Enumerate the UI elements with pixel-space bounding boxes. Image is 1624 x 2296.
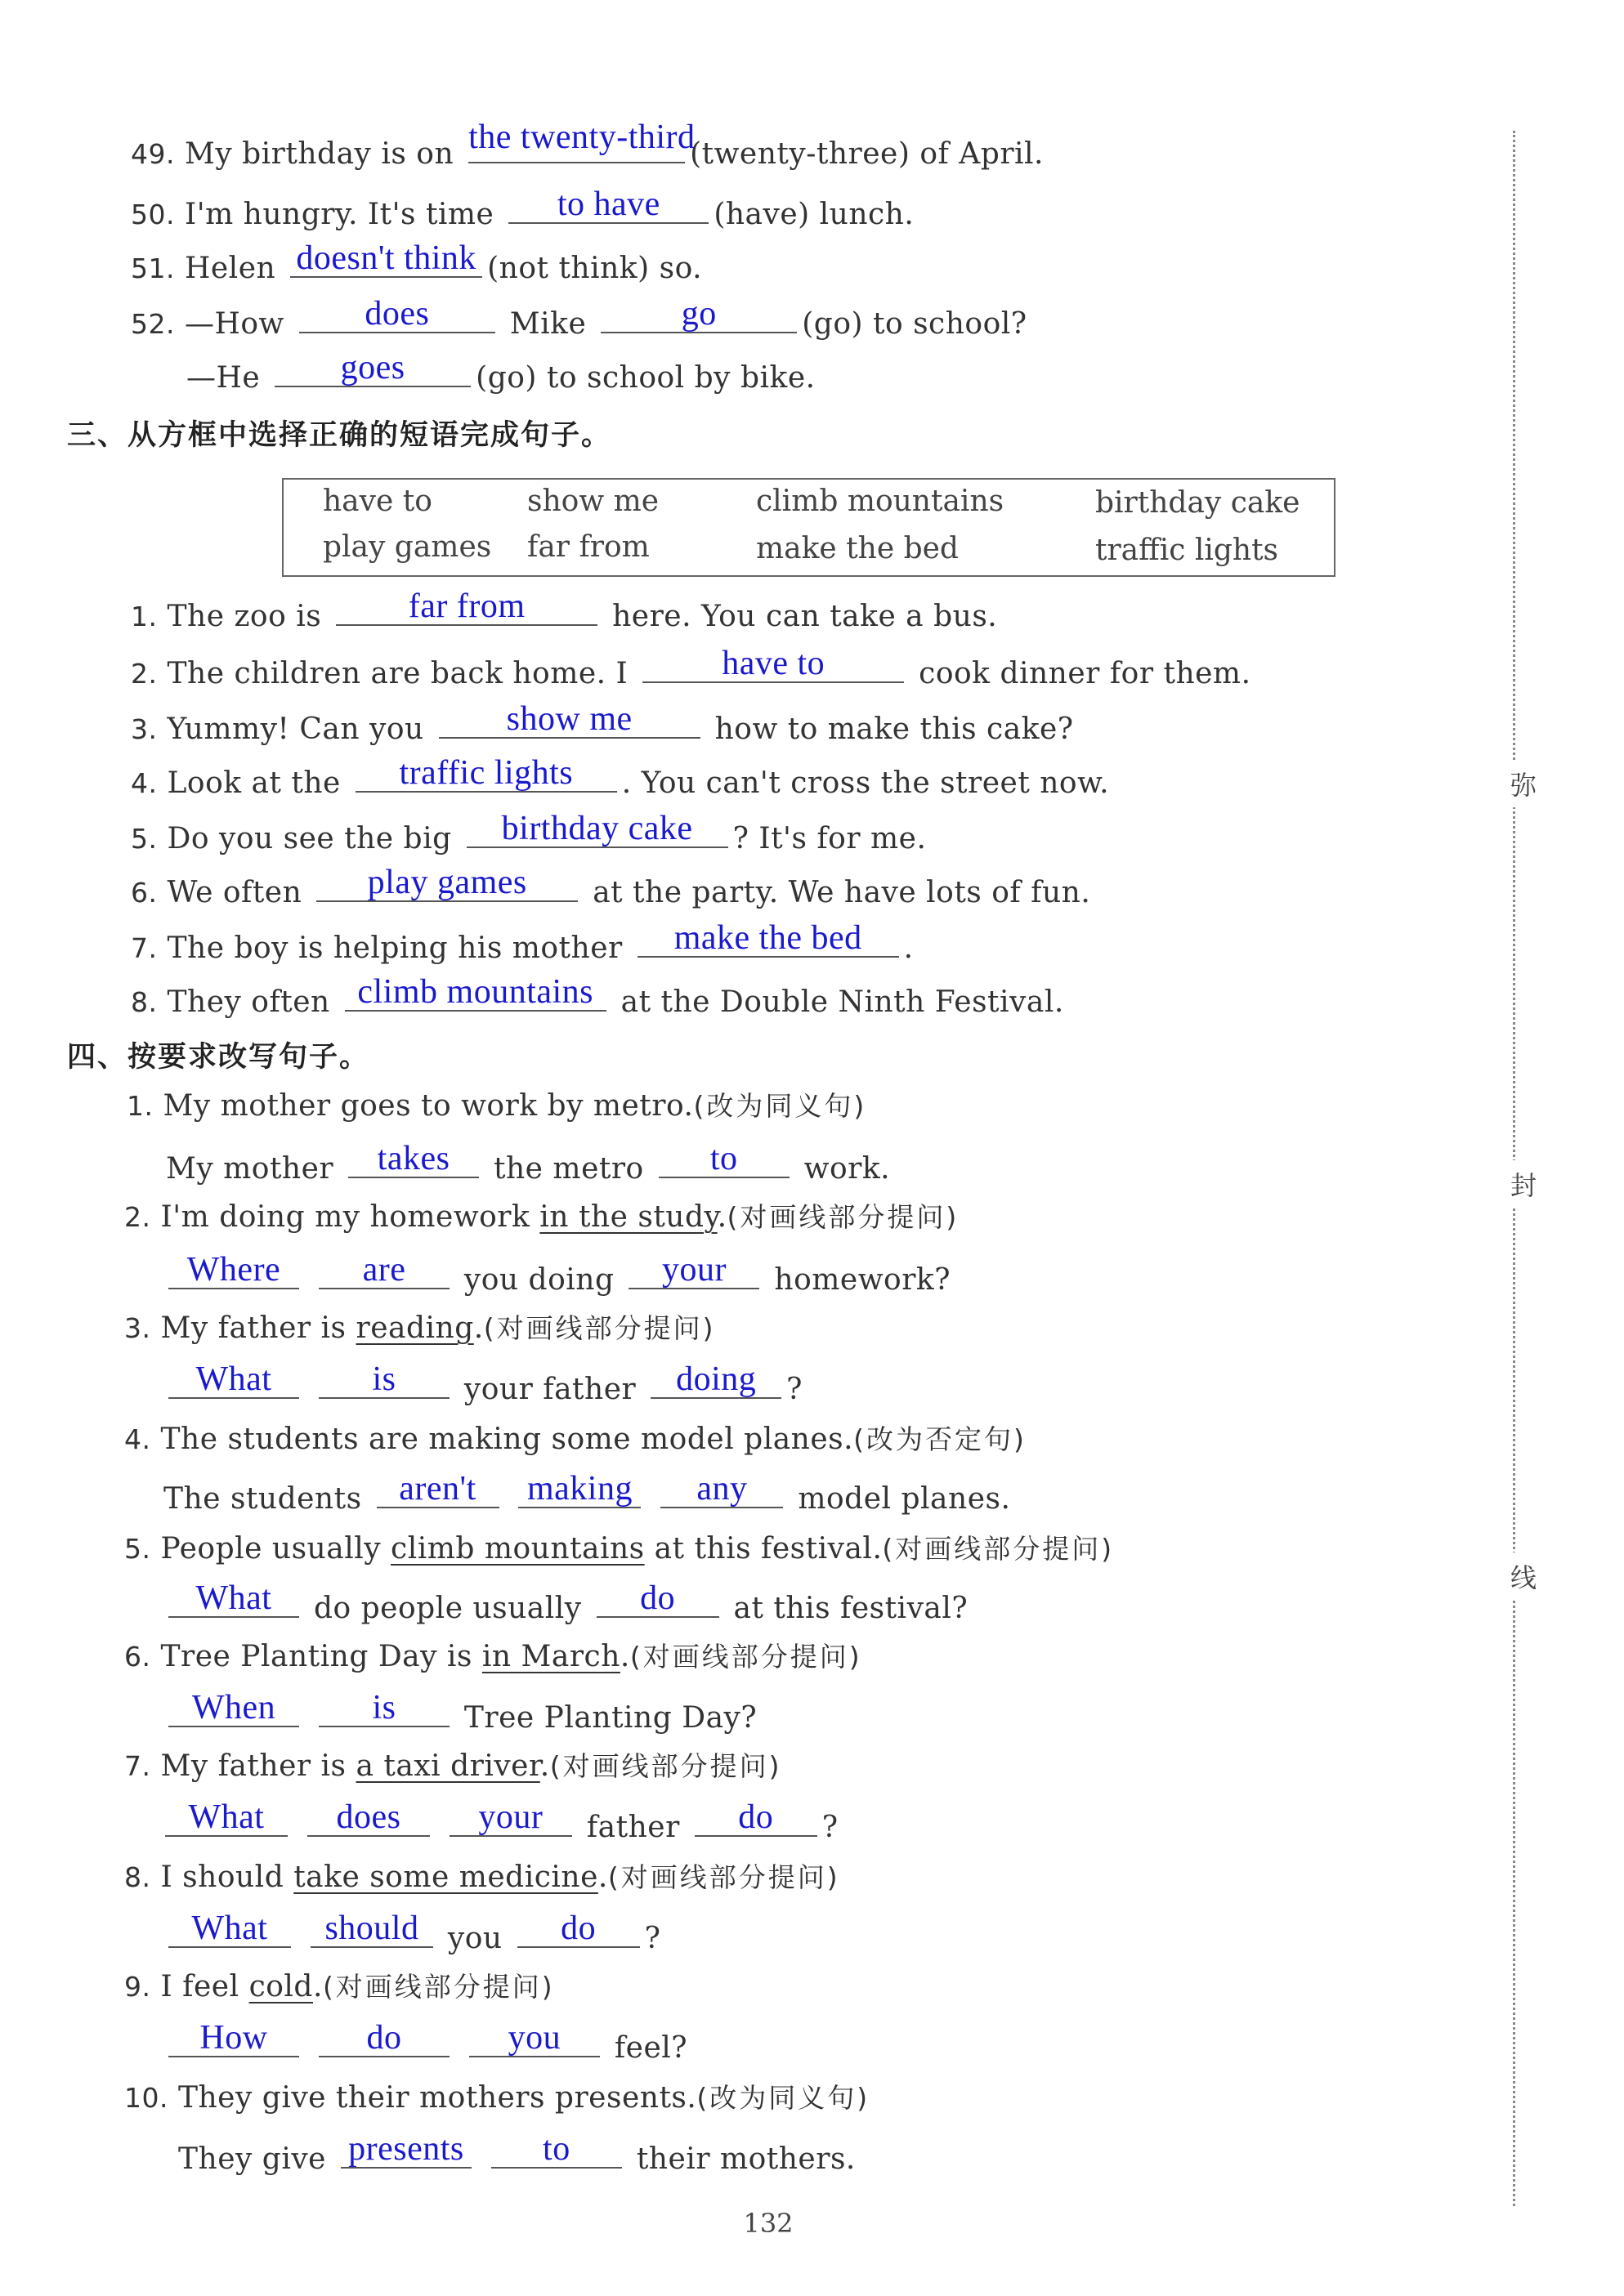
answer-blank[interactable]: play games: [316, 869, 578, 902]
answer-blank[interactable]: to: [491, 2136, 622, 2169]
answer-blank[interactable]: make the bed: [638, 925, 899, 958]
phrase-option: make the bed: [756, 532, 959, 565]
answer-blank[interactable]: does: [307, 1804, 430, 1837]
answer-blank[interactable]: do: [695, 1804, 817, 1837]
answer-blank[interactable]: are: [319, 1257, 450, 1289]
phrase-option: climb mountains: [756, 485, 1004, 518]
answer-blank[interactable]: presents: [341, 2136, 472, 2169]
answer-blank[interactable]: traffic lights: [356, 760, 617, 793]
p4-question-7: 7. My father is a taxi driver.(对画线部分提问): [124, 1749, 782, 1783]
answer-blank[interactable]: climb mountains: [345, 979, 606, 1012]
p4-question-8: 8. I should take some medicine.(对画线部分提问): [124, 1860, 840, 1894]
p4-answer-2: Where are you doing your homework?: [163, 1257, 951, 1298]
answer-blank[interactable]: to have: [508, 191, 709, 224]
margin-char-xian: 线: [1510, 1552, 1537, 1600]
answer-blank[interactable]: the twenty-third: [468, 131, 685, 163]
p4-answer-5: What do people usually do at this festival?: [163, 1585, 968, 1627]
p3-question-4: 4. Look at the traffic lights . You can't cross the street now.: [131, 754, 1110, 800]
p4-answer-4: The students aren't making any model planes.: [163, 1470, 1011, 1516]
answer-blank[interactable]: Where: [168, 1257, 299, 1289]
phrase-box: [282, 478, 1335, 577]
p4-question-5: 5. People usually climb mountains at this festival.(对画线部分提问): [124, 1532, 1115, 1566]
p4-answer-9: How do you feel?: [163, 2025, 687, 2066]
answer-blank[interactable]: goes: [275, 355, 471, 387]
phrase-option: traffic lights: [1095, 534, 1279, 567]
phrase-option: play games: [323, 530, 492, 564]
answer-blank[interactable]: What: [168, 1366, 299, 1399]
answer-blank[interactable]: any: [660, 1476, 783, 1508]
p4-answer-7: What does your father do ?: [160, 1804, 839, 1846]
phrase-option: show me: [527, 485, 660, 518]
page-number: 132: [743, 2208, 794, 2239]
phrase-option: birthday cake: [1095, 486, 1300, 520]
answer-blank[interactable]: What: [168, 1915, 291, 1948]
question-52-reply: —He goes (go) to school by bike.: [186, 349, 816, 395]
section-3-heading: 三、从方框中选择正确的短语完成句子。: [67, 419, 612, 452]
p4-question-2: 2. I'm doing my homework in the study.(对画线部分提问): [124, 1200, 960, 1234]
p4-question-6: 6. Tree Planting Day is in March.(对画线部分提问): [124, 1640, 862, 1673]
answer-blank[interactable]: to: [659, 1146, 790, 1178]
p3-question-6: 6. We often play games at the party. We have lots of fun.: [131, 864, 1091, 909]
p4-answer-1: My mother takes the metro to work.: [166, 1140, 891, 1186]
answer-blank[interactable]: What: [165, 1804, 288, 1837]
p4-answer-8: What should you do ?: [163, 1915, 660, 1957]
phrase-option: far from: [527, 530, 650, 564]
answer-blank[interactable]: When: [168, 1695, 299, 1727]
phrase-option: have to: [323, 485, 432, 518]
p4-answer-3: What is your father doing ?: [163, 1366, 803, 1408]
answer-blank[interactable]: takes: [348, 1146, 479, 1178]
answer-blank[interactable]: show me: [439, 706, 700, 739]
answer-blank[interactable]: What: [168, 1585, 299, 1618]
p4-question-1: 1. My mother goes to work by metro.(改为同义句): [127, 1089, 867, 1123]
p4-question-4: 4. The students are making some model planes.(改为否定句): [124, 1423, 1027, 1456]
answer-blank[interactable]: your: [629, 1257, 759, 1289]
answer-blank[interactable]: does: [299, 301, 495, 333]
answer-blank[interactable]: is: [319, 1695, 450, 1727]
p3-question-2: 2. The children are back home. I have to cook dinner for them.: [131, 645, 1251, 690]
answer-blank[interactable]: aren't: [377, 1476, 499, 1508]
answer-blank[interactable]: do: [517, 1915, 640, 1948]
margin-char-mi: 弥: [1510, 760, 1537, 807]
p4-question-3: 3. My father is reading.(对画线部分提问): [124, 1311, 716, 1345]
answer-blank[interactable]: doing: [651, 1366, 781, 1399]
question-50: 50. I'm hungry. It's time to have (have) lunch.: [131, 185, 915, 231]
p4-answer-10: They give presents to their mothers.: [178, 2130, 856, 2176]
p4-answer-6: When is Tree Planting Day?: [163, 1695, 757, 1736]
p3-question-5: 5. Do you see the big birthday cake ? It's for me.: [131, 810, 927, 855]
answer-blank[interactable]: have to: [642, 650, 904, 683]
answer-blank[interactable]: birthday cake: [467, 815, 728, 848]
answer-blank[interactable]: your: [450, 1804, 572, 1837]
p4-question-10: 10. They give their mothers presents.(改为同义句): [124, 2081, 870, 2115]
margin-char-feng: 封: [1510, 1160, 1537, 1208]
answer-blank[interactable]: do: [597, 1585, 719, 1618]
p3-question-8: 8. They often climb mountains at the Double Ninth Festival.: [131, 973, 1064, 1019]
p3-question-1: 1. The zoo is far from here. You can take a bus.: [131, 587, 998, 633]
answer-blank[interactable]: do: [319, 2025, 450, 2057]
p3-question-3: 3. Yummy! Can you show me how to make this cake?: [131, 700, 1074, 746]
section-4-heading: 四、按要求改写句子。: [67, 1041, 370, 1074]
answer-blank[interactable]: is: [319, 1366, 450, 1399]
question-49: 49. My birthday is on the twenty-third (twenty-three) of April.: [131, 118, 1045, 171]
answer-blank[interactable]: should: [311, 1915, 433, 1948]
answer-blank[interactable]: far from: [336, 593, 597, 626]
p3-question-7: 7. The boy is helping his mother make the bed .: [131, 919, 914, 965]
question-52: 52. —How does Mike go (go) to school?: [131, 295, 1027, 341]
p4-question-9: 9. I feel cold.(对画线部分提问): [124, 1970, 555, 2003]
answer-blank[interactable]: making: [518, 1476, 641, 1508]
question-51: 51. Helen doesn't think (not think) so.: [131, 239, 703, 285]
answer-blank[interactable]: How: [168, 2025, 299, 2057]
answer-blank[interactable]: doesn't think: [290, 245, 482, 278]
answer-blank[interactable]: go: [601, 301, 797, 333]
answer-blank[interactable]: you: [469, 2025, 600, 2057]
